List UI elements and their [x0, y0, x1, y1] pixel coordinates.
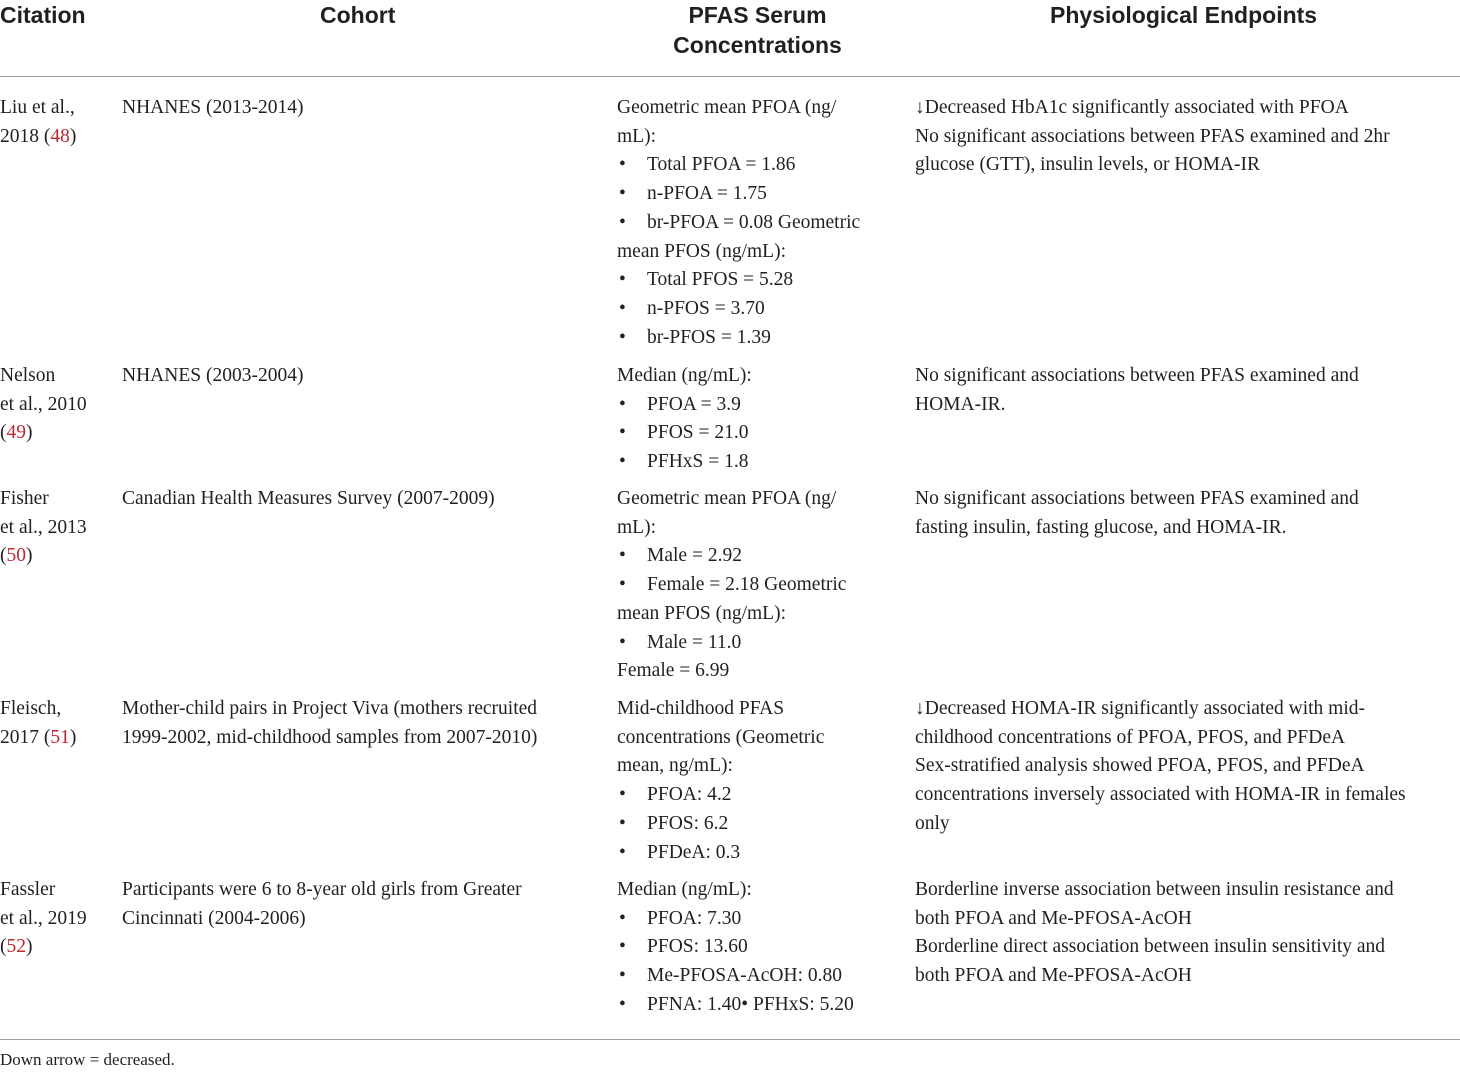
citation-text: (	[0, 545, 7, 567]
endpoint-line: only	[915, 812, 950, 834]
citation-line	[0, 695, 110, 724]
citation-text: Nelson	[0, 365, 56, 386]
citation-text: )	[26, 422, 33, 444]
cohort-line: Cincinnati (2004-2006)	[122, 907, 306, 929]
concentration-bullet: • n-PFOS = 3.70	[617, 295, 892, 324]
concentration-bullet: • PFOA: 4.2	[617, 781, 892, 810]
concentration-bullet: • PFOA: 7.30	[617, 905, 892, 934]
concentration-text: mean PFOS (ng/mL):	[617, 602, 786, 624]
concentration-bullet: • PFHxS = 1.8	[617, 448, 892, 477]
citation-text: 2018 (	[0, 125, 51, 147]
citation-text: )	[69, 726, 77, 748]
citation-text: Fassler	[0, 879, 56, 900]
endpoint-line: fasting insulin, fasting glucose, and HOMA-IR.	[915, 516, 1287, 538]
reference-link[interactable]: 50	[6, 545, 26, 567]
endpoints-cell	[915, 695, 1455, 839]
citation-text: (	[0, 936, 7, 958]
header-endpoints: Physiological Endpoints	[1050, 2, 1318, 28]
endpoint-line: both PFOA and Me-PFOSA-AcOH	[915, 965, 1192, 987]
citation-cell	[0, 695, 110, 752]
citation-line	[0, 724, 110, 753]
concentration-bullet: • PFOS: 13.60	[617, 933, 892, 962]
concentration-bullet: • PFDeA: 0.3	[617, 839, 892, 868]
header-citation: Citation	[0, 2, 86, 28]
concentration-bullet: • Female = 2.18 Geometric	[617, 571, 892, 600]
citation-line	[0, 391, 110, 420]
citation-text: (	[0, 422, 7, 444]
concentration-text: Female = 6.99	[617, 660, 730, 682]
citation-cell	[0, 876, 110, 962]
citation-text: 2017 (	[0, 726, 51, 748]
header-cohort: Cohort	[320, 2, 396, 28]
citation-text: et al., 2019	[0, 907, 87, 929]
header-pfas-concentrations: PFAS Serum Concentrations	[673, 2, 842, 58]
concentration-bullet: • n-PFOA = 1.75	[617, 180, 892, 209]
endpoints-cell	[915, 485, 1455, 542]
endpoint-line: Borderline inverse association between insulin resistance and	[915, 879, 1394, 900]
endpoints-cell	[915, 94, 1455, 180]
reference-link[interactable]: 52	[6, 936, 26, 958]
concentrations-cell	[617, 485, 892, 686]
endpoint-line: Borderline direct association between insulin sensitivity and	[915, 936, 1386, 958]
cohort-cell	[122, 485, 602, 514]
concentration-bullet: • Total PFOA = 1.86	[617, 151, 892, 180]
concentration-text: Mid-childhood PFAS	[617, 698, 785, 719]
endpoint-line: No significant associations between PFAS examined and	[915, 488, 1359, 509]
citation-line	[0, 123, 110, 152]
concentration-text: mL):	[617, 516, 656, 538]
concentration-bullet: • Total PFOS = 5.28	[617, 266, 892, 295]
concentration-bullet: • br-PFOA = 0.08 Geometric	[617, 209, 892, 238]
cohort-line: 1999-2002, mid-childhood samples from 2007-2010)	[122, 726, 538, 748]
citation-text: )	[26, 936, 33, 958]
citation-text: et al., 2013	[0, 516, 87, 538]
citation-cell	[0, 362, 110, 448]
endpoint-line: glucose (GTT), insulin levels, or HOMA-IR	[915, 154, 1260, 176]
concentration-bullet: • Male = 2.92	[617, 542, 892, 571]
endpoint-line: childhood concentrations of PFOA, PFOS, and PFDeA	[915, 726, 1346, 748]
endpoint-line: both PFOA and Me-PFOSA-AcOH	[915, 907, 1192, 929]
endpoint-line: HOMA-IR.	[915, 393, 1006, 415]
concentration-text: Median (ng/mL):	[617, 879, 752, 900]
endpoint-line: ↓Decreased HbA1c significantly associated with PFOA	[915, 97, 1349, 118]
cohort-cell	[122, 876, 602, 933]
endpoints-cell	[915, 362, 1455, 419]
cohort-cell	[122, 94, 602, 123]
cohort-cell	[122, 695, 602, 752]
footer-divider	[0, 1039, 1460, 1040]
concentration-text: mL):	[617, 125, 656, 147]
citation-line	[0, 94, 110, 123]
concentration-text: concentrations (Geometric	[617, 726, 825, 748]
endpoint-line: No significant associations between PFAS examined and	[915, 365, 1359, 386]
reference-link[interactable]: 48	[50, 125, 70, 147]
concentration-bullet: • PFOA = 3.9	[617, 391, 892, 420]
citation-text: )	[26, 545, 33, 567]
concentration-bullet: • br-PFOS = 1.39	[617, 324, 892, 353]
concentration-bullet: • PFOS = 21.0	[617, 419, 892, 448]
endpoint-line: ↓Decreased HOMA-IR significantly associated with mid-	[915, 698, 1366, 719]
concentration-text: mean, ng/mL):	[617, 755, 733, 777]
citation-line	[0, 933, 110, 962]
citation-line	[0, 514, 110, 543]
concentration-text: mean PFOS (ng/mL):	[617, 240, 786, 262]
citation-cell	[0, 485, 110, 571]
cohort-line: NHANES (2013-2014)	[122, 97, 304, 118]
endpoint-line: No significant associations between PFAS examined and 2hr	[915, 125, 1390, 147]
cohort-line: Canadian Health Measures Survey (2007-2009)	[122, 488, 495, 509]
citation-line	[0, 876, 110, 905]
reference-link[interactable]: 49	[6, 422, 26, 444]
concentration-bullet: • Male = 11.0	[617, 629, 892, 658]
concentrations-cell	[617, 695, 892, 867]
citation-text: Fleisch,	[0, 698, 62, 719]
concentrations-cell	[617, 876, 892, 1020]
header-divider	[0, 76, 1460, 77]
citation-line	[0, 542, 110, 571]
cohort-cell	[122, 362, 602, 391]
citation-cell	[0, 94, 110, 151]
endpoints-cell	[915, 876, 1455, 991]
table-footnote: Down arrow = decreased.	[0, 1050, 175, 1069]
endpoint-line: concentrations inversely associated with HOMA-IR in females	[915, 784, 1406, 806]
cohort-line: Participants were 6 to 8-year old girls from Greater	[122, 879, 522, 900]
endpoint-line: Sex-stratified analysis showed PFOA, PFOS, and PFDeA	[915, 755, 1365, 777]
citation-line	[0, 485, 110, 514]
concentrations-cell	[617, 362, 892, 477]
concentration-text: Median (ng/mL):	[617, 365, 752, 386]
cohort-line: NHANES (2003-2004)	[122, 365, 304, 386]
concentration-bullet: • Me-PFOSA-AcOH: 0.80	[617, 962, 892, 991]
concentration-text: Geometric mean PFOA (ng/	[617, 97, 837, 118]
citation-line	[0, 362, 110, 391]
concentration-bullet: • PFNA: 1.40• PFHxS: 5.20	[617, 991, 892, 1020]
citation-text: Fisher	[0, 488, 49, 509]
concentration-text: Geometric mean PFOA (ng/	[617, 488, 837, 509]
citation-text: et al., 2010	[0, 393, 87, 415]
concentrations-cell	[617, 94, 892, 352]
citation-line	[0, 419, 110, 448]
citation-text: Liu et al.,	[0, 97, 75, 118]
cohort-line: Mother-child pairs in Project Viva (mothers recruited	[122, 698, 538, 719]
citation-text: )	[69, 125, 77, 147]
citation-line	[0, 905, 110, 934]
reference-link[interactable]: 51	[50, 726, 70, 748]
concentration-bullet: • PFOS: 6.2	[617, 810, 892, 839]
